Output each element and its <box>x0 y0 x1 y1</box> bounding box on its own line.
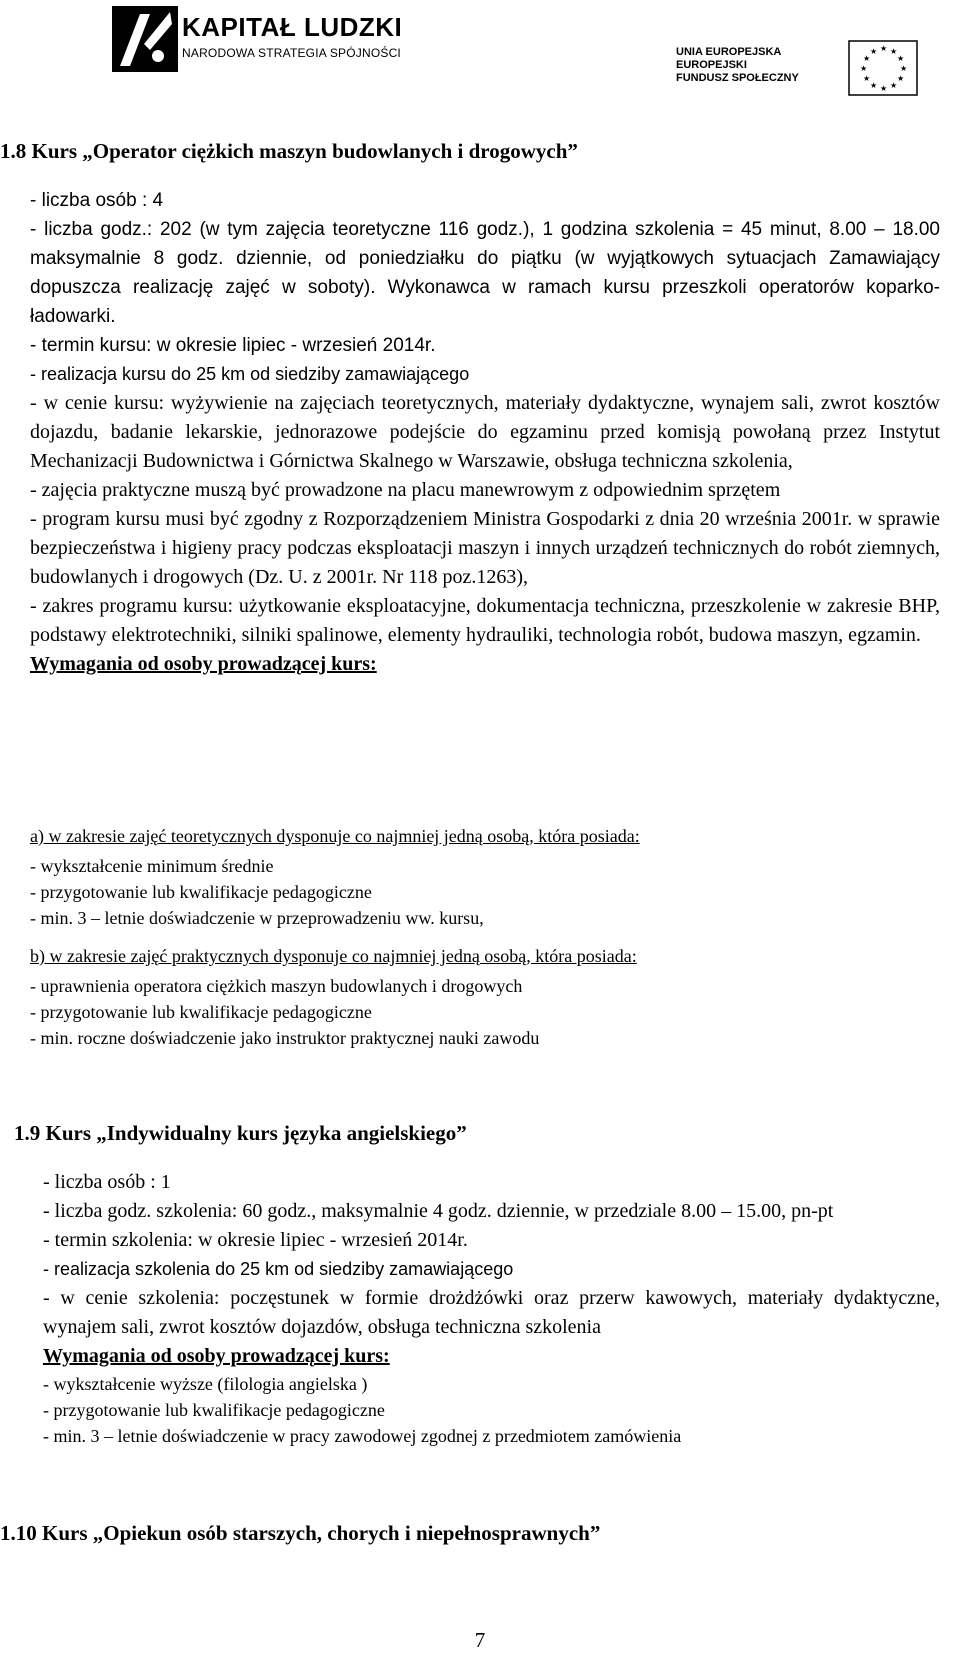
s19-r3: - min. 3 – letnie doświadczenie w pracy zawodowej zgodnej z przedmiotem zamówienia <box>43 1426 682 1446</box>
s19-requirements-heading: Wymagania od osoby prowadzącej kurs: <box>43 1345 390 1367</box>
page-header <box>0 0 960 100</box>
s18-b2: - przygotowanie lub kwalifikacje pedagogiczne <box>30 1002 372 1022</box>
s18-b1: - uprawnienia operatora ciężkich maszyn budowlanych i drogowych <box>30 976 523 996</box>
s18-term: - termin kursu: w okresie lipiec - wrzesień 2014r. <box>30 335 436 356</box>
svg-text:★: ★ <box>870 81 878 90</box>
eu-stars-flag-icon <box>848 40 918 96</box>
s19-r1: - wykształcenie wyższe (filologia angielska ) <box>43 1374 368 1394</box>
eu-line1: UNIA EUROPEJSKA <box>676 46 782 58</box>
s18-b3: - min. roczne doświadczenie jako instruktor praktycznej nauki zawodu <box>30 1028 540 1048</box>
s18-a3: - min. 3 – letnie doświadczenie w przeprowadzeniu ww. kursu, <box>30 908 484 928</box>
s18-a1: - wykształcenie minimum średnie <box>30 856 274 876</box>
svg-text:★: ★ <box>860 64 868 73</box>
s19-r2: - przygotowanie lub kwalifikacje pedagogiczne <box>43 1400 385 1420</box>
svg-text:★: ★ <box>890 81 898 90</box>
section-1-8-heading: 1.8 Kurs „Operator ciężkich maszyn budowlanych i drogowych” <box>0 139 578 163</box>
s18-a2: - przygotowanie lub kwalifikacje pedagogiczne <box>30 882 372 902</box>
kapital-ludzki-title: KAPITAŁ LUDZKI <box>182 12 403 42</box>
section-1-10-heading: 1.10 Kurs „Opiekun osób starszych, chorych i niepełnosprawnych” <box>0 1521 601 1545</box>
eu-logo <box>676 40 926 100</box>
section-1-8-body <box>30 186 940 679</box>
s19-term: - termin szkolenia: w okresie lipiec - wrzesień 2014r. <box>43 1229 468 1251</box>
eu-line2: EUROPEJSKI <box>676 59 747 71</box>
svg-text:★: ★ <box>880 84 888 93</box>
s18-requirements-a <box>30 823 940 931</box>
s19-location: - realizacja szkolenia do 25 km od siedziby zamawiającego <box>43 1259 514 1279</box>
page-number: 7 <box>474 1628 486 1652</box>
s19-hours: - liczba godz. szkolenia: 60 godz., maksymalnie 4 godz. dziennie, w przedziale 8.00 – 15.00, pn-pt <box>43 1200 834 1222</box>
s18-hours: - liczba godz.: 202 (w tym zajęcia teoretyczne 116 godz.), 1 godzina szkolenia = 45 minut, 8.00 – 18.00 maksymalnie 8 godz. dziennie, od poniedziałku do piątku (w wyjątkowych sytuacjach Zamawiający dopuszcza realizację zajęć w soboty). Wykonawca w ramach kursu przeszkoli operatorów koparko-ładowarki. <box>30 219 940 327</box>
kapital-ludzki-logo <box>110 4 403 74</box>
kapital-ludzki-subtitle: NARODOWA STRATEGIA SPÓJNOŚCI <box>182 46 401 60</box>
s18-participants: - liczba osób : 4 <box>30 190 164 211</box>
svg-text:★: ★ <box>900 64 908 73</box>
svg-text:★: ★ <box>897 54 905 63</box>
s18-program: - program kursu musi być zgodny z Rozporządzeniem Ministra Gospodarki z dnia 20 września 2001r. w sprawie bezpieczeństwa i higieny pracy podczas eksploatacji maszyn i innych urządzeń technicznych do robót ziemnych, budowlanych i drogowych (Dz. U. z 2001r. Nr 118 poz.1263), <box>30 508 940 588</box>
s19-price-includes: - w cenie szkolenia: poczęstunek w formie drożdżówki oraz przerw kawowych, materiały dydaktyczne, wynajem sali, zwrot kosztów dojazdów, obsługa techniczna szkolenia <box>43 1287 940 1338</box>
s18-practical: - zajęcia praktyczne muszą być prowadzone na placu manewrowym z odpowiednim sprzętem <box>30 479 781 501</box>
eu-line3: FUNDUSZ SPOŁECZNY <box>676 72 799 84</box>
svg-text:★: ★ <box>890 47 898 56</box>
svg-text:★: ★ <box>870 47 878 56</box>
svg-text:★: ★ <box>863 54 871 63</box>
svg-text:★: ★ <box>880 44 888 53</box>
s18-price-includes: - w cenie kursu: wyżywienie na zajęciach teoretycznych, materiały dydaktyczne, wynajem sali, zwrot kosztów dojazdu, badanie lekarskie, jednorazowe podejście do egzaminu przed komisją powołaną przez Instytut Mechanizacji Budownictwa i Górnictwa Skalnego w Warszawie, obsługa techniczna szkolenia, <box>30 392 940 472</box>
s18-location: - realizacja kursu do 25 km od siedziby zamawiającego <box>30 364 470 384</box>
svg-text:★: ★ <box>897 74 905 83</box>
kapital-ludzki-emblem-icon <box>110 4 180 74</box>
s18-scope: - zakres programu kursu: użytkowanie eksploatacyjne, dokumentacja techniczna, przeszkolenie w zakresie BHP, podstawy elektrotechniki, silniki spalinowe, elementy hydrauliki, technologia robót, budowa maszyn, egzamin. <box>30 595 940 646</box>
s18-requirements-b <box>30 943 940 1051</box>
s18-requirements-heading: Wymagania od osoby prowadzącej kurs: <box>30 653 377 675</box>
s18-b-heading: b) w zakresie zajęć praktycznych dysponuje co najmniej jedną osobą, która posiada: <box>30 946 637 966</box>
s19-participants: - liczba osób : 1 <box>43 1171 171 1193</box>
section-1-9-body <box>43 1168 940 1449</box>
section-1-9-heading: 1.9 Kurs „Indywidualny kurs języka angielskiego” <box>14 1121 467 1145</box>
s19-requirements-list <box>43 1371 940 1449</box>
svg-text:★: ★ <box>863 74 871 83</box>
s18-a-heading: a) w zakresie zajęć teoretycznych dysponuje co najmniej jedną osobą, która posiada: <box>30 826 640 846</box>
eu-logo-text <box>676 46 799 85</box>
